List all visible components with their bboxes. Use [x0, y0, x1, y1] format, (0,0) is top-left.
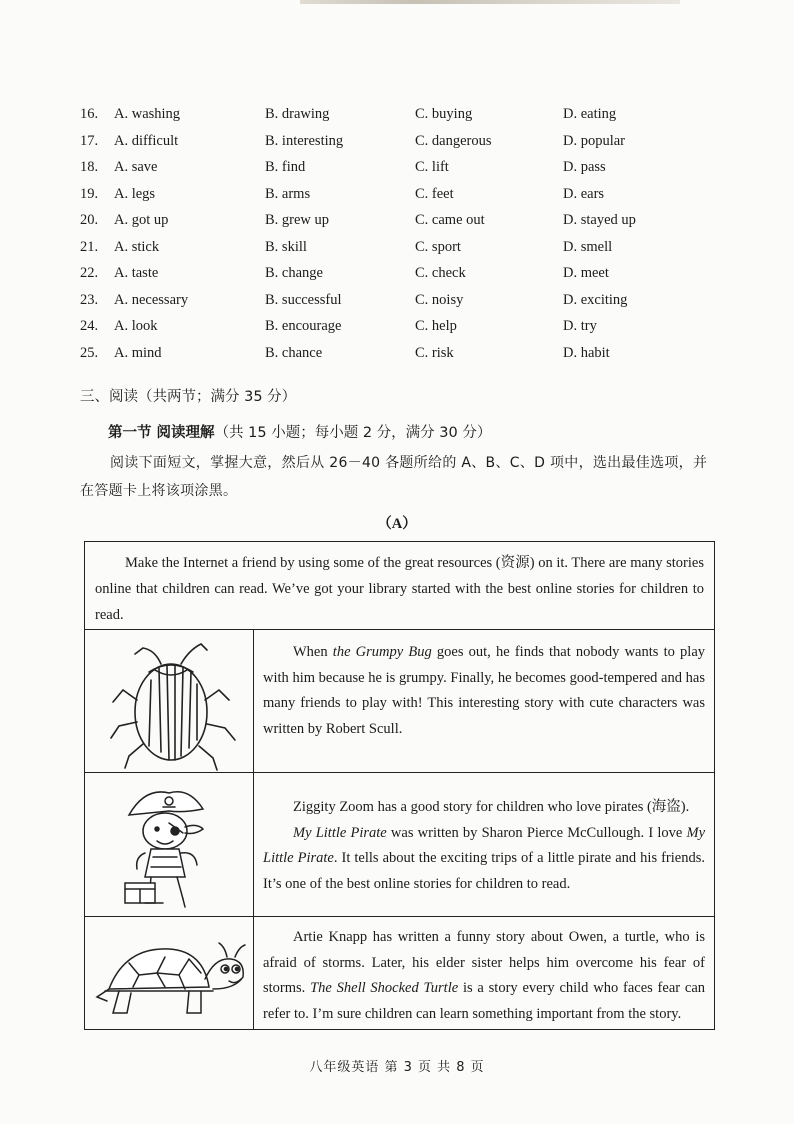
- option-a: A. washing: [114, 106, 181, 122]
- option-b: B. drawing: [265, 106, 330, 122]
- question-row: [80, 239, 740, 266]
- option-b: B. interesting: [265, 132, 344, 149]
- question-row: [80, 133, 740, 160]
- story-row-turtle: [85, 917, 714, 1029]
- scan-edge-mark: [300, 0, 680, 4]
- option-c: C. feet: [415, 185, 454, 202]
- story-pirate-text: [263, 795, 705, 897]
- question-row: [80, 345, 740, 372]
- story-text: was written by Sharon Pierce McCullough. I love: [386, 824, 687, 841]
- option-b: B. grew up: [265, 212, 330, 228]
- question-row: [80, 318, 740, 345]
- question-row: [80, 159, 740, 186]
- option-a: A. legs: [114, 185, 156, 202]
- section-heading: 三、阅读（共两节；满分 35 分）: [80, 389, 297, 405]
- option-b: B. chance: [265, 344, 323, 361]
- option-d: D. meet: [563, 265, 609, 281]
- option-d: D. popular: [563, 132, 626, 149]
- story-text: Artie Knapp has written a funny story about Owen, a turtle, who is afraid of storms. Later, his elder sister helps him overcome his fear of storms.: [263, 929, 705, 996]
- option-a: A. mind: [114, 344, 162, 361]
- option-d: D. smell: [563, 238, 613, 255]
- story-text: . It tells about the exciting trips of a little pirate and his friends. It’s one of the best online stories for children to read.: [263, 850, 705, 892]
- page-footer: 八年级英语 第 3 页 共 8 页: [309, 1060, 485, 1075]
- story-turtle-text: [263, 925, 705, 1027]
- story-text: When: [293, 644, 333, 660]
- story-text: goes out, he finds that nobody wants to play with him because he is grumpy. Finally, he becomes good-tempered and has many friends to play with! This interesting story with cute characters was written by Robert Scull.: [263, 644, 706, 737]
- turtle-illustration: [85, 917, 254, 1029]
- question-number: 22.: [80, 265, 99, 281]
- story-title: the Grumpy Bug: [332, 644, 432, 660]
- passage-label: （A）: [377, 516, 417, 532]
- bug-icon: [85, 630, 254, 773]
- question-number: 21.: [80, 238, 99, 255]
- option-c: C. help: [415, 318, 457, 334]
- story-row-bug: [85, 630, 714, 773]
- story-title: My Little Pirate: [263, 824, 706, 866]
- option-c: C. check: [415, 265, 466, 281]
- option-a: A. taste: [114, 265, 159, 281]
- option-b: B. successful: [265, 291, 342, 308]
- answer-options: [80, 106, 740, 371]
- question-row: [80, 106, 740, 133]
- story-bug-text: [263, 640, 705, 742]
- question-row: [80, 292, 740, 319]
- question-row: [80, 212, 740, 239]
- question-number: 25.: [80, 344, 99, 361]
- option-c: C. came out: [415, 212, 485, 228]
- option-b: B. arms: [265, 185, 311, 202]
- option-d: D. ears: [563, 185, 605, 202]
- passage-box: [84, 541, 715, 1030]
- option-c: C. buying: [415, 106, 473, 122]
- option-d: D. habit: [563, 344, 610, 361]
- option-a: A. got up: [114, 212, 169, 228]
- question-row: [80, 265, 740, 292]
- question-number: 17.: [80, 132, 99, 149]
- bug-illustration: [85, 630, 254, 772]
- turtle-icon: [85, 917, 254, 1029]
- pirate-illustration: [85, 773, 254, 916]
- instructions: 阅读下面短文，掌握大意，然后从 26－40 各题所给的 A、B、C、D 项中，选出最佳选项，并在答题卡上将该项涂黑。: [80, 455, 708, 499]
- question-number: 19.: [80, 185, 99, 202]
- subsection-heading: [108, 421, 491, 442]
- option-d: D. pass: [563, 159, 606, 175]
- option-a: A. look: [114, 318, 158, 334]
- option-a: A. stick: [114, 238, 160, 255]
- option-c: C. dangerous: [415, 132, 492, 149]
- subsection-note: （共 15 小题；每小题 2 分，满分 30 分）: [214, 425, 492, 441]
- option-b: B. encourage: [265, 318, 342, 334]
- option-a: A. necessary: [114, 291, 189, 308]
- subsection-title: 第一节 阅读理解: [108, 425, 215, 441]
- pirate-icon: [85, 773, 254, 917]
- option-b: B. skill: [265, 238, 307, 255]
- option-b: B. find: [265, 159, 306, 175]
- option-d: D. stayed up: [563, 212, 636, 228]
- option-c: C. noisy: [415, 291, 464, 308]
- question-number: 20.: [80, 212, 99, 228]
- option-d: D. eating: [563, 106, 617, 122]
- question-number: 24.: [80, 318, 99, 334]
- story-text: Ziggity Zoom has a good story for children who love pirates (海盗).: [293, 799, 690, 815]
- question-row: [80, 186, 740, 213]
- option-d: D. exciting: [563, 291, 628, 308]
- option-c: C. lift: [415, 159, 449, 175]
- passage-intro: Make the Internet a friend by using some of the great resources (资源) on it. There are many stories online that children can read. We’ve got your library started with the best online stories for children to read.: [85, 542, 714, 630]
- option-d: D. try: [563, 318, 597, 334]
- story-title: The Shell Shocked Turtle: [310, 980, 459, 996]
- option-a: A. save: [114, 159, 158, 175]
- question-number: 16.: [80, 106, 99, 122]
- question-number: 18.: [80, 159, 99, 175]
- story-title: My Little Pirate: [293, 824, 387, 841]
- story-row-pirate: [85, 773, 714, 917]
- option-c: C. sport: [415, 238, 461, 255]
- option-c: C. risk: [415, 344, 454, 361]
- story-text: is a story every child who faces fear can refer to. I’m sure children can learn something important from the story.: [263, 980, 706, 1022]
- option-b: B. change: [265, 265, 323, 281]
- option-a: A. difficult: [114, 132, 179, 149]
- question-number: 23.: [80, 291, 99, 308]
